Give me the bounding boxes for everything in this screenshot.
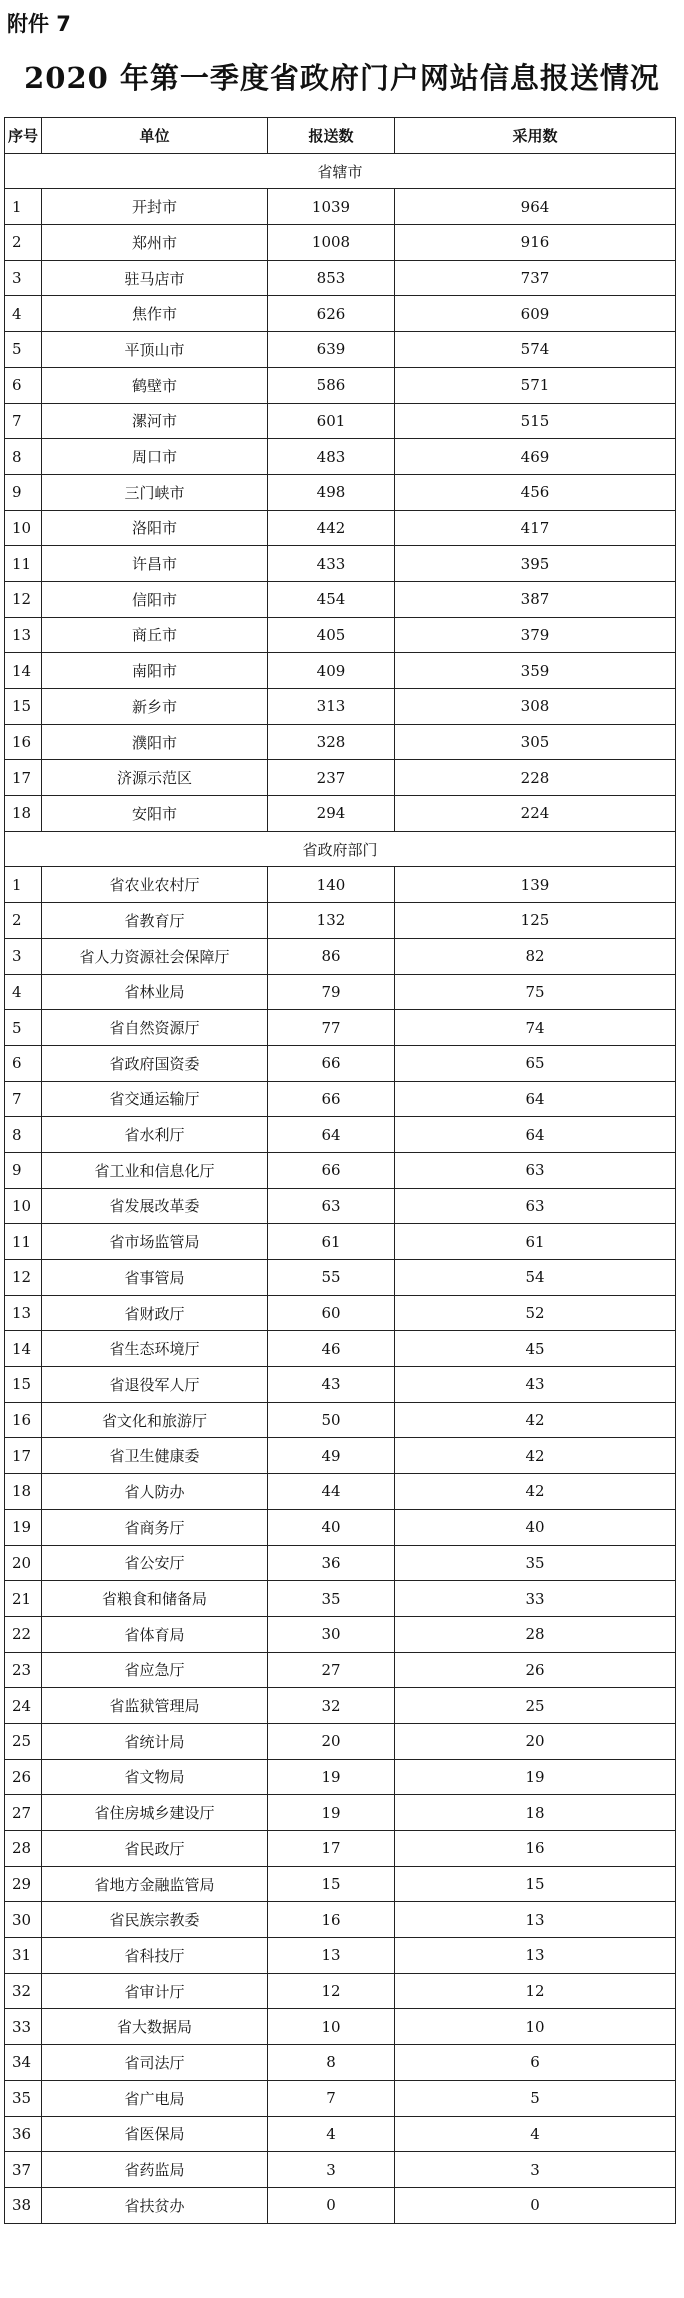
cell-adopted: 42 (395, 1402, 676, 1438)
section-title: 省政府部门 (5, 831, 676, 867)
cell-unit: 省发展改革委 (42, 1188, 268, 1224)
cell-seq: 11 (5, 1224, 42, 1260)
cell-seq: 15 (5, 689, 42, 725)
cell-submitted: 498 (268, 474, 395, 510)
cell-seq: 36 (5, 2116, 42, 2152)
cell-adopted: 18 (395, 1795, 676, 1831)
table-row (5, 2116, 676, 2152)
table-row (5, 1045, 676, 1081)
cell-unit: 漯河市 (42, 403, 268, 439)
cell-submitted: 294 (268, 796, 395, 832)
cell-adopted: 63 (395, 1188, 676, 1224)
cell-adopted: 54 (395, 1260, 676, 1296)
cell-submitted: 55 (268, 1260, 395, 1296)
cell-unit: 信阳市 (42, 581, 268, 617)
cell-seq: 6 (5, 1045, 42, 1081)
cell-submitted: 0 (268, 2187, 395, 2223)
cell-seq: 6 (5, 367, 42, 403)
cell-seq: 2 (5, 225, 42, 261)
table-row (5, 1117, 676, 1153)
cell-unit: 济源示范区 (42, 760, 268, 796)
table-row (5, 296, 676, 332)
cell-unit: 许昌市 (42, 546, 268, 582)
cell-seq: 23 (5, 1652, 42, 1688)
cell-unit: 周口市 (42, 439, 268, 475)
table-row (5, 189, 676, 225)
cell-seq: 2 (5, 903, 42, 939)
header-seq: 序号 (5, 118, 42, 154)
header-adopted: 采用数 (395, 118, 676, 154)
cell-submitted: 140 (268, 867, 395, 903)
cell-unit: 省交通运输厅 (42, 1081, 268, 1117)
cell-submitted: 36 (268, 1545, 395, 1581)
cell-unit: 省退役军人厅 (42, 1367, 268, 1403)
cell-adopted: 6 (395, 2045, 676, 2081)
cell-unit: 省应急厅 (42, 1652, 268, 1688)
attachment-label: 附件 7 (7, 12, 71, 36)
cell-seq: 16 (5, 724, 42, 760)
cell-adopted: 40 (395, 1509, 676, 1545)
cell-seq: 14 (5, 1331, 42, 1367)
cell-submitted: 15 (268, 1866, 395, 1902)
cell-unit: 省民政厅 (42, 1831, 268, 1867)
cell-submitted: 3 (268, 2152, 395, 2188)
cell-seq: 12 (5, 1260, 42, 1296)
report-table (4, 117, 676, 2224)
cell-unit: 驻马店市 (42, 260, 268, 296)
table-row (5, 938, 676, 974)
table-row (5, 796, 676, 832)
cell-submitted: 60 (268, 1295, 395, 1331)
section-row (5, 831, 676, 867)
cell-adopted: 13 (395, 1938, 676, 1974)
cell-adopted: 4 (395, 2116, 676, 2152)
cell-submitted: 32 (268, 1688, 395, 1724)
cell-unit: 新乡市 (42, 689, 268, 725)
cell-unit: 省监狱管理局 (42, 1688, 268, 1724)
cell-unit: 郑州市 (42, 225, 268, 261)
table-row (5, 1402, 676, 1438)
cell-unit: 省市场监管局 (42, 1224, 268, 1260)
cell-unit: 商丘市 (42, 617, 268, 653)
cell-seq: 22 (5, 1616, 42, 1652)
cell-submitted: 313 (268, 689, 395, 725)
table-row (5, 724, 676, 760)
table-row (5, 1081, 676, 1117)
cell-submitted: 7 (268, 2080, 395, 2116)
cell-submitted: 853 (268, 260, 395, 296)
cell-seq: 29 (5, 1866, 42, 1902)
table-row (5, 260, 676, 296)
cell-unit: 省文物局 (42, 1759, 268, 1795)
cell-seq: 16 (5, 1402, 42, 1438)
cell-seq: 15 (5, 1367, 42, 1403)
cell-adopted: 15 (395, 1866, 676, 1902)
cell-submitted: 79 (268, 974, 395, 1010)
cell-submitted: 44 (268, 1474, 395, 1510)
cell-submitted: 442 (268, 510, 395, 546)
cell-adopted: 574 (395, 332, 676, 368)
table-header-row (5, 118, 676, 154)
cell-unit: 省审计厅 (42, 1973, 268, 2009)
cell-adopted: 228 (395, 760, 676, 796)
cell-adopted: 19 (395, 1759, 676, 1795)
cell-adopted: 63 (395, 1152, 676, 1188)
cell-submitted: 43 (268, 1367, 395, 1403)
table-row (5, 1260, 676, 1296)
cell-unit: 省医保局 (42, 2116, 268, 2152)
cell-unit: 省司法厅 (42, 2045, 268, 2081)
table-row (5, 2187, 676, 2223)
cell-submitted: 20 (268, 1723, 395, 1759)
cell-unit: 濮阳市 (42, 724, 268, 760)
cell-seq: 18 (5, 796, 42, 832)
table-row (5, 1831, 676, 1867)
cell-submitted: 46 (268, 1331, 395, 1367)
cell-seq: 8 (5, 1117, 42, 1153)
cell-adopted: 417 (395, 510, 676, 546)
cell-seq: 8 (5, 439, 42, 475)
table-row (5, 2152, 676, 2188)
table-row (5, 367, 676, 403)
cell-unit: 洛阳市 (42, 510, 268, 546)
cell-unit: 省药监局 (42, 2152, 268, 2188)
cell-seq: 14 (5, 653, 42, 689)
cell-submitted: 63 (268, 1188, 395, 1224)
cell-seq: 7 (5, 403, 42, 439)
cell-seq: 18 (5, 1474, 42, 1510)
cell-seq: 37 (5, 2152, 42, 2188)
table-row (5, 1581, 676, 1617)
cell-seq: 10 (5, 1188, 42, 1224)
cell-adopted: 64 (395, 1117, 676, 1153)
cell-seq: 11 (5, 546, 42, 582)
cell-seq: 19 (5, 1509, 42, 1545)
cell-submitted: 13 (268, 1938, 395, 1974)
cell-unit: 省商务厅 (42, 1509, 268, 1545)
cell-adopted: 916 (395, 225, 676, 261)
cell-submitted: 64 (268, 1117, 395, 1153)
cell-adopted: 0 (395, 2187, 676, 2223)
cell-adopted: 359 (395, 653, 676, 689)
table-row (5, 332, 676, 368)
cell-adopted: 571 (395, 367, 676, 403)
cell-seq: 7 (5, 1081, 42, 1117)
cell-submitted: 586 (268, 367, 395, 403)
cell-unit: 省体育局 (42, 1616, 268, 1652)
table-row (5, 1616, 676, 1652)
cell-adopted: 13 (395, 1902, 676, 1938)
cell-adopted: 379 (395, 617, 676, 653)
table-row (5, 439, 676, 475)
cell-seq: 3 (5, 260, 42, 296)
table-row (5, 1010, 676, 1046)
cell-seq: 28 (5, 1831, 42, 1867)
cell-adopted: 515 (395, 403, 676, 439)
cell-unit: 省财政厅 (42, 1295, 268, 1331)
cell-adopted: 52 (395, 1295, 676, 1331)
cell-adopted: 42 (395, 1474, 676, 1510)
cell-submitted: 12 (268, 1973, 395, 2009)
cell-adopted: 43 (395, 1367, 676, 1403)
cell-unit: 省公安厅 (42, 1545, 268, 1581)
table-row (5, 225, 676, 261)
cell-unit: 安阳市 (42, 796, 268, 832)
cell-adopted: 737 (395, 260, 676, 296)
cell-unit: 省大数据局 (42, 2009, 268, 2045)
cell-unit: 三门峡市 (42, 474, 268, 510)
cell-submitted: 433 (268, 546, 395, 582)
table-body (5, 153, 676, 2223)
table-row (5, 903, 676, 939)
cell-submitted: 10 (268, 2009, 395, 2045)
cell-submitted: 50 (268, 1402, 395, 1438)
table-row (5, 581, 676, 617)
cell-submitted: 49 (268, 1438, 395, 1474)
cell-seq: 17 (5, 760, 42, 796)
cell-adopted: 75 (395, 974, 676, 1010)
cell-submitted: 483 (268, 439, 395, 475)
table-row (5, 1688, 676, 1724)
cell-unit: 省文化和旅游厅 (42, 1402, 268, 1438)
cell-adopted: 139 (395, 867, 676, 903)
cell-adopted: 387 (395, 581, 676, 617)
table-row (5, 1152, 676, 1188)
cell-adopted: 82 (395, 938, 676, 974)
cell-unit: 省林业局 (42, 974, 268, 1010)
cell-adopted: 20 (395, 1723, 676, 1759)
cell-seq: 1 (5, 867, 42, 903)
cell-unit: 省政府国资委 (42, 1045, 268, 1081)
cell-adopted: 125 (395, 903, 676, 939)
header-submitted: 报送数 (268, 118, 395, 154)
table-row (5, 1938, 676, 1974)
table-row (5, 1866, 676, 1902)
cell-seq: 31 (5, 1938, 42, 1974)
page-title: 2020 年第一季度省政府门户网站信息报送情况 (24, 61, 660, 95)
cell-seq: 30 (5, 1902, 42, 1938)
cell-adopted: 65 (395, 1045, 676, 1081)
cell-seq: 38 (5, 2187, 42, 2223)
cell-submitted: 626 (268, 296, 395, 332)
cell-unit: 省广电局 (42, 2080, 268, 2116)
cell-unit: 省民族宗教委 (42, 1902, 268, 1938)
cell-seq: 9 (5, 1152, 42, 1188)
cell-unit: 焦作市 (42, 296, 268, 332)
cell-seq: 13 (5, 1295, 42, 1331)
cell-adopted: 16 (395, 1831, 676, 1867)
cell-seq: 4 (5, 974, 42, 1010)
cell-seq: 3 (5, 938, 42, 974)
cell-unit: 省自然资源厅 (42, 1010, 268, 1046)
table-row (5, 867, 676, 903)
cell-submitted: 40 (268, 1509, 395, 1545)
cell-adopted: 395 (395, 546, 676, 582)
cell-submitted: 66 (268, 1045, 395, 1081)
cell-submitted: 66 (268, 1152, 395, 1188)
table-row (5, 546, 676, 582)
table-row (5, 1295, 676, 1331)
cell-unit: 开封市 (42, 189, 268, 225)
cell-unit: 省卫生健康委 (42, 1438, 268, 1474)
cell-adopted: 308 (395, 689, 676, 725)
cell-seq: 1 (5, 189, 42, 225)
cell-submitted: 4 (268, 2116, 395, 2152)
table-row (5, 1545, 676, 1581)
cell-adopted: 5 (395, 2080, 676, 2116)
cell-submitted: 19 (268, 1759, 395, 1795)
cell-submitted: 409 (268, 653, 395, 689)
cell-submitted: 132 (268, 903, 395, 939)
table-row (5, 1795, 676, 1831)
cell-unit: 省地方金融监管局 (42, 1866, 268, 1902)
table-row (5, 1759, 676, 1795)
cell-seq: 26 (5, 1759, 42, 1795)
table-row (5, 689, 676, 725)
table-row (5, 1474, 676, 1510)
cell-unit: 省科技厅 (42, 1938, 268, 1974)
cell-unit: 省扶贫办 (42, 2187, 268, 2223)
table-row (5, 1902, 676, 1938)
cell-unit: 南阳市 (42, 653, 268, 689)
cell-submitted: 86 (268, 938, 395, 974)
table-row (5, 1973, 676, 2009)
cell-adopted: 45 (395, 1331, 676, 1367)
cell-adopted: 3 (395, 2152, 676, 2188)
cell-seq: 32 (5, 1973, 42, 2009)
table-row (5, 1188, 676, 1224)
cell-submitted: 405 (268, 617, 395, 653)
cell-unit: 鹤壁市 (42, 367, 268, 403)
cell-submitted: 601 (268, 403, 395, 439)
table-row (5, 1438, 676, 1474)
table-row (5, 617, 676, 653)
table-row (5, 1331, 676, 1367)
cell-seq: 12 (5, 581, 42, 617)
cell-seq: 13 (5, 617, 42, 653)
cell-adopted: 26 (395, 1652, 676, 1688)
cell-submitted: 639 (268, 332, 395, 368)
cell-submitted: 27 (268, 1652, 395, 1688)
table-row (5, 1224, 676, 1260)
table-row (5, 1367, 676, 1403)
cell-submitted: 1039 (268, 189, 395, 225)
cell-seq: 4 (5, 296, 42, 332)
cell-submitted: 328 (268, 724, 395, 760)
cell-adopted: 42 (395, 1438, 676, 1474)
cell-adopted: 224 (395, 796, 676, 832)
table-row (5, 1723, 676, 1759)
header-unit: 单位 (42, 118, 268, 154)
cell-submitted: 66 (268, 1081, 395, 1117)
cell-adopted: 61 (395, 1224, 676, 1260)
table-row (5, 2009, 676, 2045)
cell-submitted: 454 (268, 581, 395, 617)
cell-adopted: 305 (395, 724, 676, 760)
cell-unit: 省人力资源社会保障厅 (42, 938, 268, 974)
cell-adopted: 469 (395, 439, 676, 475)
cell-submitted: 16 (268, 1902, 395, 1938)
table-row (5, 403, 676, 439)
cell-seq: 27 (5, 1795, 42, 1831)
cell-adopted: 10 (395, 2009, 676, 2045)
cell-adopted: 964 (395, 189, 676, 225)
cell-submitted: 30 (268, 1616, 395, 1652)
cell-adopted: 609 (395, 296, 676, 332)
table-row (5, 510, 676, 546)
cell-seq: 9 (5, 474, 42, 510)
cell-adopted: 33 (395, 1581, 676, 1617)
cell-adopted: 35 (395, 1545, 676, 1581)
table-row (5, 653, 676, 689)
cell-seq: 25 (5, 1723, 42, 1759)
table-row (5, 2080, 676, 2116)
cell-submitted: 237 (268, 760, 395, 796)
cell-adopted: 25 (395, 1688, 676, 1724)
cell-unit: 省农业农村厅 (42, 867, 268, 903)
cell-seq: 34 (5, 2045, 42, 2081)
cell-seq: 17 (5, 1438, 42, 1474)
cell-unit: 省水利厅 (42, 1117, 268, 1153)
table-row (5, 760, 676, 796)
cell-seq: 35 (5, 2080, 42, 2116)
cell-seq: 33 (5, 2009, 42, 2045)
cell-seq: 20 (5, 1545, 42, 1581)
cell-submitted: 77 (268, 1010, 395, 1046)
cell-submitted: 1008 (268, 225, 395, 261)
section-title: 省辖市 (5, 153, 676, 189)
cell-adopted: 64 (395, 1081, 676, 1117)
cell-adopted: 74 (395, 1010, 676, 1046)
cell-unit: 省人防办 (42, 1474, 268, 1510)
table-row (5, 2045, 676, 2081)
cell-submitted: 19 (268, 1795, 395, 1831)
cell-seq: 5 (5, 332, 42, 368)
cell-unit: 平顶山市 (42, 332, 268, 368)
cell-unit: 省粮食和储备局 (42, 1581, 268, 1617)
cell-submitted: 35 (268, 1581, 395, 1617)
cell-unit: 省住房城乡建设厅 (42, 1795, 268, 1831)
cell-unit: 省工业和信息化厅 (42, 1152, 268, 1188)
cell-seq: 24 (5, 1688, 42, 1724)
cell-seq: 5 (5, 1010, 42, 1046)
table-row (5, 474, 676, 510)
cell-unit: 省事管局 (42, 1260, 268, 1296)
table-row (5, 1652, 676, 1688)
cell-unit: 省统计局 (42, 1723, 268, 1759)
cell-seq: 10 (5, 510, 42, 546)
cell-adopted: 28 (395, 1616, 676, 1652)
table-row (5, 974, 676, 1010)
cell-submitted: 8 (268, 2045, 395, 2081)
cell-seq: 21 (5, 1581, 42, 1617)
cell-unit: 省教育厅 (42, 903, 268, 939)
section-row (5, 153, 676, 189)
cell-adopted: 456 (395, 474, 676, 510)
cell-submitted: 61 (268, 1224, 395, 1260)
cell-adopted: 12 (395, 1973, 676, 2009)
cell-submitted: 17 (268, 1831, 395, 1867)
table-row (5, 1509, 676, 1545)
cell-unit: 省生态环境厅 (42, 1331, 268, 1367)
